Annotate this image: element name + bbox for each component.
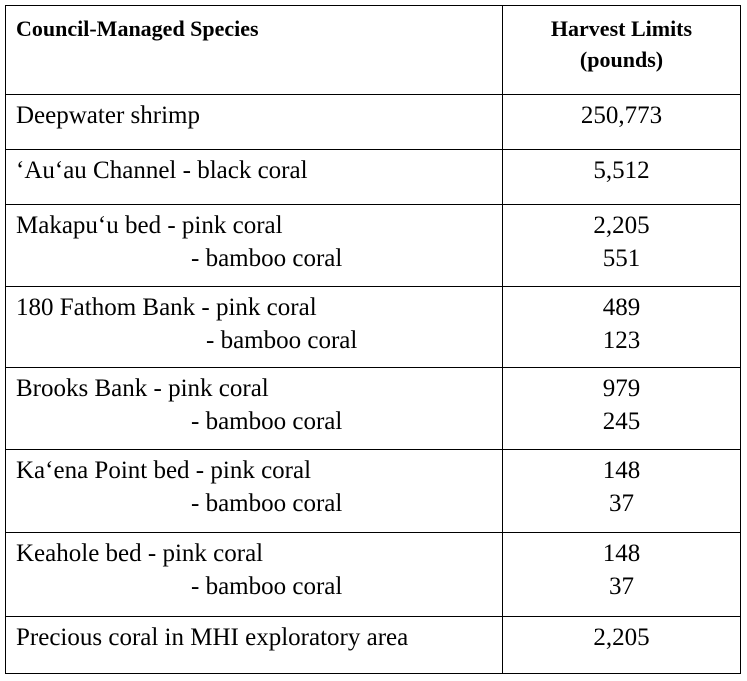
harvest-limit-value: 489 bbox=[602, 294, 641, 321]
harvest-limit-value: 5,512 bbox=[593, 157, 650, 184]
species-name: 180 Fathom Bank - pink coral bbox=[16, 294, 317, 321]
table-row bbox=[6, 367, 740, 449]
harvest-limit-value: 979 bbox=[602, 375, 641, 402]
harvest-limit-value: 250,773 bbox=[580, 102, 663, 129]
species-cell bbox=[6, 450, 502, 532]
header-species-label: Council-Managed Species bbox=[16, 16, 259, 41]
harvest-limit-value: 148 bbox=[602, 457, 641, 484]
table-row bbox=[6, 286, 740, 367]
species-name: Precious coral in MHI exploratory area bbox=[16, 624, 409, 651]
harvest-limit-subvalue: 37 bbox=[609, 573, 634, 600]
limit-cell bbox=[503, 533, 740, 616]
species-name: Deepwater shrimp bbox=[16, 102, 200, 129]
limit-cell bbox=[503, 450, 740, 532]
species-subname: - bamboo coral bbox=[206, 327, 358, 354]
harvest-limit-subvalue: 37 bbox=[609, 490, 634, 517]
species-cell bbox=[6, 368, 502, 449]
species-name: Makapu‘u bed - pink coral bbox=[16, 212, 283, 239]
species-name: Ka‘ena Point bed - pink coral bbox=[16, 457, 312, 484]
limit-cell bbox=[503, 368, 740, 449]
harvest-limits-table bbox=[5, 5, 741, 674]
table-row bbox=[6, 94, 740, 149]
table-row bbox=[6, 616, 740, 673]
species-cell bbox=[6, 95, 502, 149]
limit-cell bbox=[503, 617, 740, 673]
species-subname: - bamboo coral bbox=[191, 490, 343, 517]
species-cell bbox=[6, 287, 502, 367]
species-name: Brooks Bank - pink coral bbox=[16, 375, 269, 402]
species-cell bbox=[6, 533, 502, 616]
harvest-limit-value: 2,205 bbox=[593, 624, 650, 651]
table-row bbox=[6, 532, 740, 616]
species-cell bbox=[6, 205, 502, 286]
table-row bbox=[6, 449, 740, 532]
table-header-row bbox=[6, 6, 740, 94]
harvest-limit-value: 148 bbox=[602, 540, 641, 567]
header-cell-species bbox=[6, 6, 502, 94]
limit-cell bbox=[503, 287, 740, 367]
table-row bbox=[6, 149, 740, 204]
limit-cell bbox=[503, 95, 740, 149]
limit-cell bbox=[503, 205, 740, 286]
header-limits-line1: Harvest Limits bbox=[550, 16, 693, 41]
species-name: ‘Au‘au Channel - black coral bbox=[16, 157, 308, 184]
harvest-limit-subvalue: 123 bbox=[602, 327, 641, 354]
species-subname: - bamboo coral bbox=[191, 408, 343, 435]
harvest-limit-subvalue: 245 bbox=[602, 408, 641, 435]
harvest-limit-subvalue: 551 bbox=[602, 245, 641, 272]
harvest-limit-value: 2,205 bbox=[593, 212, 650, 239]
species-name: Keahole bed - pink coral bbox=[16, 540, 264, 567]
species-subname: - bamboo coral bbox=[191, 245, 343, 272]
header-limits-line2: (pounds) bbox=[579, 47, 664, 72]
limit-cell bbox=[503, 150, 740, 204]
header-cell-limits bbox=[503, 6, 740, 94]
species-cell bbox=[6, 150, 502, 204]
header-limits-label bbox=[503, 13, 740, 75]
species-cell bbox=[6, 617, 502, 673]
table-row bbox=[6, 204, 740, 286]
species-subname: - bamboo coral bbox=[191, 573, 343, 600]
